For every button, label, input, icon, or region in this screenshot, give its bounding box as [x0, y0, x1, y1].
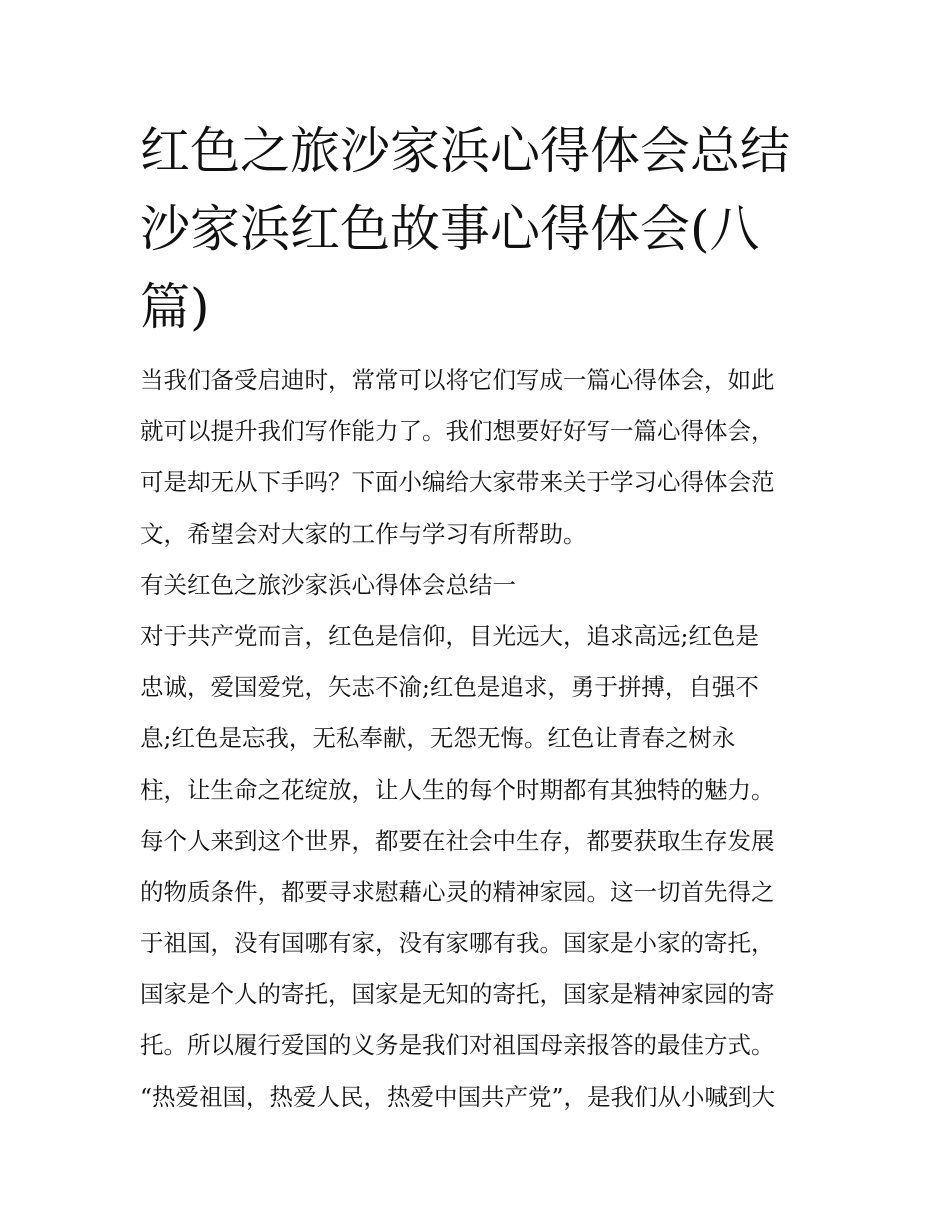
section-heading: 有关红色之旅沙家浜心得体会总结一 [140, 570, 516, 599]
document-title [140, 112, 820, 346]
body-line: 当我们备受启迪时，常常可以将它们写成一篇心得体会，如此 [140, 366, 775, 394]
body-line: 对于共产党而言，红色是信仰，目光远大，追求高远;红色是 [140, 621, 759, 650]
title-line: 篇) [140, 278, 210, 336]
body-line: 每个人来到这个世界，都要在社会中生存，都要获取生存发展 [140, 826, 775, 855]
body-line: 柱，让生命之花绽放，让人生的每个时期都有其独特的魅力。 [140, 775, 775, 804]
document-body [140, 355, 820, 1123]
body-line: 于祖国，没有国哪有家，没有家哪有我。国家是小家的寄托， [140, 929, 775, 958]
body-line: 托。所以履行爱国的义务是我们对祖国母亲报答的最佳方式。 [140, 1031, 775, 1060]
body-line: 就可以提升我们写作能力了。我们想要好好写一篇心得体会， [140, 417, 775, 446]
body-line: 息;红色是忘我，无私奉献，无怨无悔。红色让青春之树永 [140, 724, 736, 753]
body-line: “热爱祖国，热爱人民，热爱中国共产党”，是我们从小喊到大 [140, 1082, 776, 1111]
body-line: 可是却无从下手吗？下面小编给大家带来关于学习心得体会范 [140, 468, 775, 497]
body-line: 的物质条件，都要寻求慰藉心灵的精神家园。这一切首先得之 [140, 877, 775, 906]
title-line: 沙家浜红色故事心得体会(八 [140, 200, 760, 258]
title-line: 红色之旅沙家浜心得体会总结 [140, 122, 790, 180]
body-line: 忠诚，爱国爱党，矢志不渝;红色是追求，勇于拼搏，自强不 [140, 673, 759, 702]
body-line: 文，希望会对大家的工作与学习有所帮助。 [140, 519, 587, 548]
body-line: 国家是个人的寄托，国家是无知的寄托，国家是精神家园的寄 [140, 980, 775, 1009]
